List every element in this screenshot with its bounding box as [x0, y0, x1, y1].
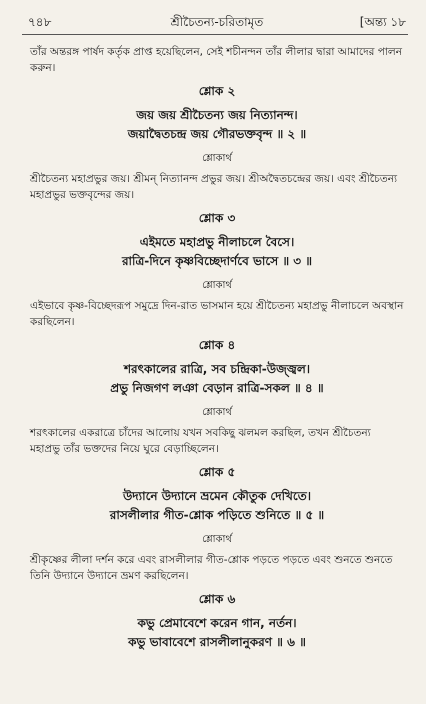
chapter-reference: [অন্ত্য ১৮: [359, 15, 406, 29]
verse-line: কভু ভাবাবেশে রাসলীলানুকরণ ॥ ৬ ॥: [128, 635, 306, 649]
running-header: [28, 14, 406, 32]
verse-heading: শ্লোক ৬: [198, 592, 236, 606]
header-rule: [22, 34, 408, 35]
translation-label: শ্লোকার্থ: [202, 407, 232, 418]
verse-line: উদ্যানে উদ্যানে ভ্রমেন কৌতুক দেখিতে।: [122, 489, 312, 503]
verse-line: এইমতে মহাপ্রভু নীলাচলে বৈসে।: [139, 235, 295, 249]
page-content: [30, 44, 404, 652]
verse-line: রাত্রি-দিনে কৃষ্ণবিচ্ছেদার্ণবে ভাসে ॥ ৩ ॥: [121, 254, 313, 268]
intro-paragraph: তাঁর অন্তরঙ্গ পার্ষদ কর্তৃক প্রাপ্ত হয়েছিলেন, সেই শচীনন্দন তাঁর লীলার দ্বারা আমাদের পালন করুন।: [30, 46, 402, 74]
verse-heading: শ্লোক ৩: [198, 211, 236, 225]
translation-text: শ্রীচৈতন্য মহাপ্রভুর জয়। শ্রীমন্ নিত্যানন্দ প্রভুর জয়। শ্রীঅদ্বৈতচন্দ্রের জয়। এবং শ্রীচৈতন্য মহাপ্রভুর ভক্তবৃন্দের জয়।: [30, 173, 398, 201]
verse-line: প্রভু নিজগণ লঞা বেড়ান রাত্রি-সকল ॥ ৪ ॥: [110, 381, 324, 395]
translation-text: শরৎকালের একরাত্রে চাঁদের আলোয় যখন সবকিছু ঝলমল করছিল, তখন শ্রীচৈতন্য মহাপ্রভু তাঁর ভক্তদের নিয়ে ঘুরে বেড়াচ্ছিলেন।: [30, 427, 371, 455]
verse-heading: শ্লোক ৫: [198, 465, 236, 479]
book-title: শ্রীচৈতন্য-চরিতামৃত: [170, 15, 264, 29]
verse-3: [30, 210, 404, 330]
verse-line: জয় জয় শ্রীচৈতন্য জয় নিত্যানন্দ।: [136, 108, 298, 122]
verse-2: [30, 83, 404, 203]
verse-line: শরৎকালের রাত্রি, সব চন্দ্রিকা-উজ্জ্বল।: [123, 362, 311, 376]
verse-heading: শ্লোক ৪: [198, 338, 236, 352]
translation-text: এইভাবে কৃষ্ণ-বিচ্ছেদরূপ সমুদ্রে দিন-রাত ভাসমান হয়ে শ্রীচৈতন্য মহাপ্রভু নীলাচলে অবস্থান করছিলেন।: [30, 300, 404, 328]
verse-line: জয়াদ্বৈতচন্দ্র জয় গৌরভক্তবৃন্দ ॥ ২ ॥: [127, 127, 307, 141]
translation-label: শ্লোকার্থ: [202, 153, 232, 164]
page-number: ৭৪৮: [28, 15, 52, 29]
verse-heading: শ্লোক ২: [198, 84, 236, 98]
verse-4: [30, 337, 404, 457]
verse-5: [30, 464, 404, 584]
verse-line: রাসলীলার গীত-শ্লোক পড়িতে শুনিতে ॥ ৫ ॥: [109, 508, 325, 522]
translation-label: শ্লোকার্থ: [202, 280, 232, 291]
verse-line: কভু প্রেমাবেশে করেন গান, নর্তন।: [137, 616, 297, 630]
translation-label: শ্লোকার্থ: [202, 534, 232, 545]
verse-6: [30, 591, 404, 652]
translation-text: শ্রীকৃষ্ণের লীলা দর্শন করে এবং রাসলীলার গীত-শ্লোক পড়তে পড়তে এবং শুনতে শুনতে তিনি উদ্যানে উদ্যানে ভ্রমণ করছিলেন।: [30, 554, 393, 582]
